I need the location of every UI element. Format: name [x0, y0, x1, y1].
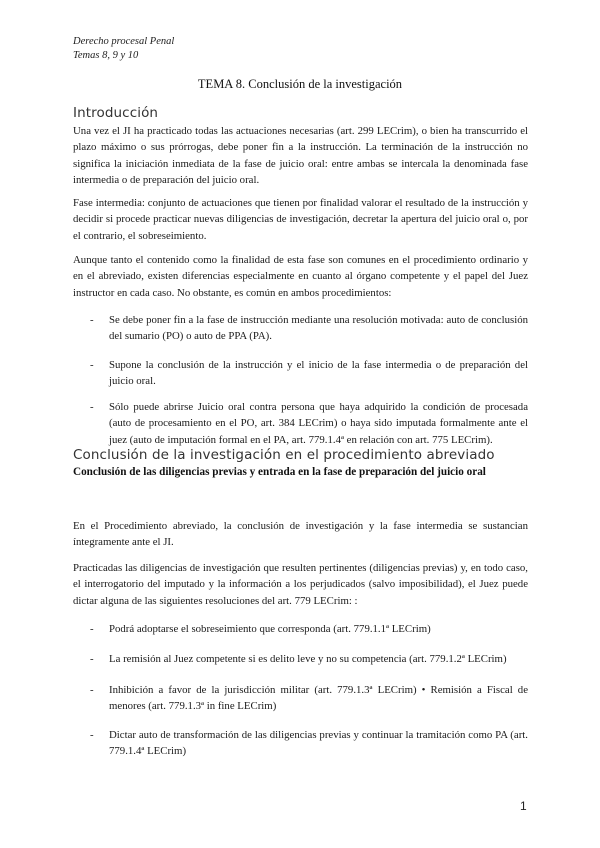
bullet-marker: - [90, 729, 94, 741]
bullet-marker: - [90, 359, 94, 371]
paragraph-intro-1: Una vez el JI ha practicado todas las actuaciones necesarias (art. 299 LECrim), o bien ha transcurrido el plazo máximo o sus prórrogas, debe poner fin a la instrucción. La terminación de la instrucción no significa la iniciación inmediata de la fase de juicio oral: entre ambas se intercala la denominada fase intermedia o de preparación del juicio oral. [73, 125, 528, 186]
paragraph-abreviado-1: En el Procedimiento abreviado, la conclusión de investigación y la fase intermedia se sustancian íntegramente ante el JI. [73, 520, 528, 549]
paragraph-common-features: Aunque tanto el contenido como la finalidad de esta fase son comunes en el procedimiento ordinario y en el abreviado, existen diferencias especialmente en cuanto al órgano competente y el papel del Juez instructor en cada caso. No obstante, es común en ambos procedimientos: [73, 254, 528, 299]
bullet-marker: - [90, 684, 94, 696]
section-heading-introduccion: Introducción [73, 105, 159, 121]
list-item: Supone la conclusión de la instrucción y el inicio de la fase intermedia o de preparación del juicio oral. [109, 359, 528, 388]
page-title: TEMA 8. Conclusión de la investigación [197, 77, 403, 91]
bullet-marker: - [90, 401, 94, 413]
bullet-marker: - [90, 314, 94, 326]
bullet-marker: - [90, 653, 94, 665]
header-topics: Temas 8, 9 y 10 [73, 50, 139, 61]
bullet-marker: - [90, 623, 94, 635]
paragraph-fase-intermedia: Fase intermedia: conjunto de actuaciones que tienen por finalidad valorar el resultado de la instrucción y decidir si procede practicar nuevas diligencias de investigación, decretar la apertura del juicio oral o, por el contrario, el sobreseimiento. [73, 197, 528, 242]
list-item: La remisión al Juez competente si es delito leve y no su competencia (art. 779.1.2ª LECrim) [109, 653, 507, 665]
paragraph-abreviado-2: Practicadas las diligencias de investigación que resulten pertinentes (diligencias previas) y, en todo caso, el interrogatorio del imputado y la información a los perjudicados (salvo imposibilidad), el Juez puede dictar alguna de las siguientes resoluciones del art. 779 LECrim: : [73, 562, 528, 607]
list-item: Podrá adoptarse el sobreseimiento que corresponda (art. 779.1.1ª LECrim) [109, 623, 431, 635]
list-item: Dictar auto de transformación de las diligencias previas y continuar la tramitación como PA (art. 779.1.4ª LECrim) [109, 729, 528, 758]
list-item: Sólo puede abrirse Juicio oral contra persona que haya adquirido la condición de procesada (auto de procesamiento en el PO, art. 384 LECrim) o haya sido imputada formalmente ante el juez (auto de imputación formal en el PA, art. 779.1.4ª en relación con art. 775 LECrim). [109, 401, 528, 446]
page-number: 1 [520, 799, 527, 813]
list-item: Inhibición a favor de la jurisdicción militar (art. 779.1.3ª LECrim) • Remisión a Fiscal de menores (art. 779.1.3ª in fine LECrim) [109, 684, 528, 713]
subsection-heading: Conclusión de las diligencias previas y entrada en la fase de preparación del juicio oral [73, 466, 486, 478]
running-header [73, 35, 174, 63]
section-heading-procedimiento-abreviado: Conclusión de la investigación en el procedimiento abreviado [73, 447, 495, 463]
list-item: Se debe poner fin a la fase de instrucción mediante una resolución motivada: auto de conclusión del sumario (PO) o auto de PPA (PA). [109, 314, 528, 343]
header-course-title: Derecho procesal Penal [73, 36, 175, 47]
